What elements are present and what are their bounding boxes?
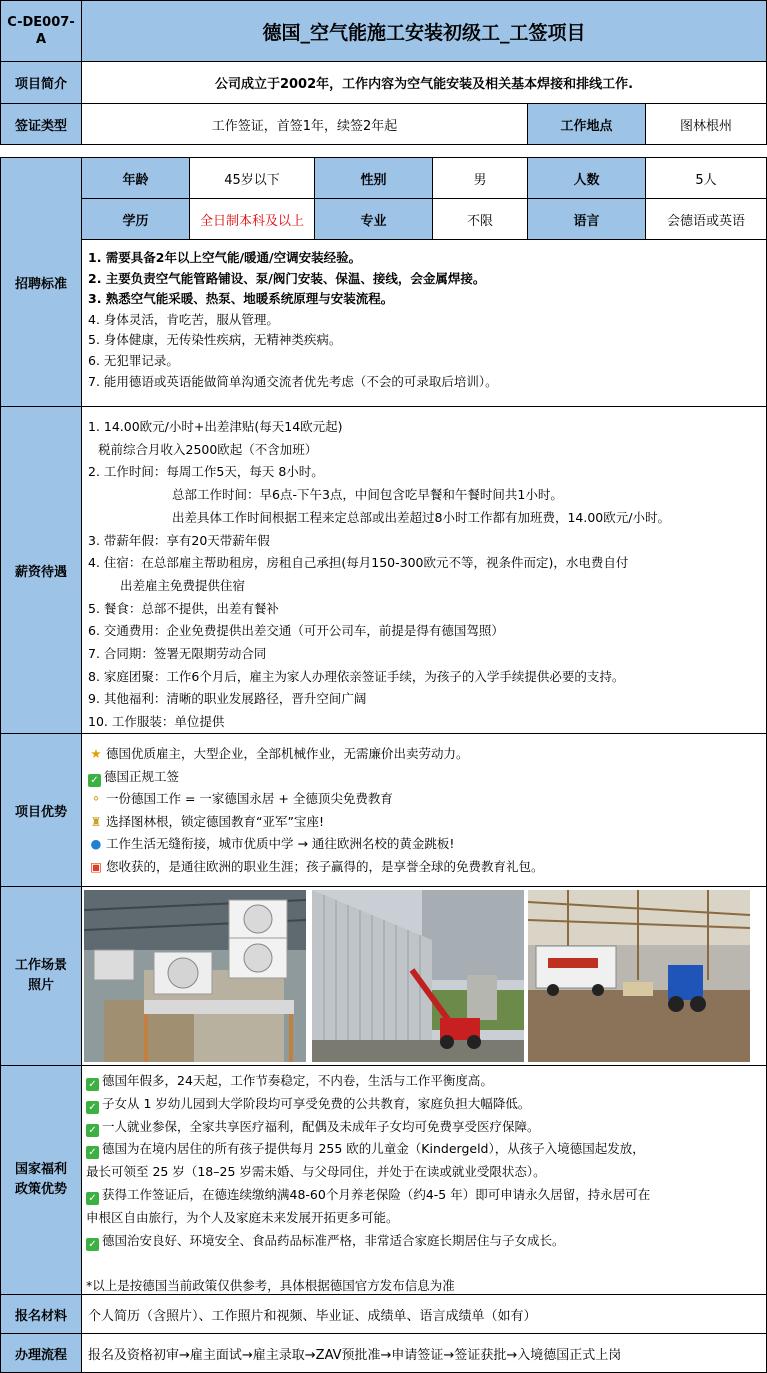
welfare-label-line2: 政策优势 (14, 1182, 67, 1197)
salary-label: 薪资待遇 (0, 406, 82, 734)
edu-value: 全日制本科及以上 (189, 198, 315, 240)
welfare-item: ✓ 德国年假多，24天起，工作节奏稳定，不内卷，生活与工作平衡度高。 (86, 1070, 760, 1093)
salary-item: 7. 合同期：签署无限期劳动合同 (88, 646, 267, 662)
visa-label: 签证类型 (0, 103, 82, 145)
work-photo-crane-image (312, 890, 524, 1062)
requirements-list (81, 239, 767, 407)
check-icon: ✓ (86, 1146, 99, 1159)
salary-item: 3. 带薪年假：享有20天带薪年假 (88, 532, 270, 548)
advantage-item: ♜ 选择图林根，锁定德国教育“亚军”宝座! (88, 811, 760, 834)
welfare-item: ✓ 一人就业参保，全家共享医疗福利，配偶及未成年子女均可免费享受医疗保障。 (86, 1116, 760, 1139)
welfare-item: ✓ 获得工作签证后，在德连续缴纳满48-60个月养老保险（约4-5 年）即可申请永久居留，持永居可在 (86, 1184, 760, 1207)
recruit-label: 招聘标准 (0, 157, 82, 407)
gender-label: 性别 (314, 157, 433, 199)
edu-label: 学历 (81, 198, 190, 240)
salary-item: 5. 餐食：总部不提供，出差有餐补 (88, 600, 279, 616)
check-icon: ✓ (86, 1192, 99, 1205)
welfare-label (0, 1065, 82, 1295)
requirement-item: 2. 主要负责空气能管路铺设、泵/阀门安装、保温、接线，会金属焊接。 (88, 270, 486, 286)
check-icon: ✓ (86, 1101, 99, 1114)
work-photo-indoor-units (84, 890, 306, 1062)
welfare-item: ✓ 德国治安良好、环境安全、食品药品标准严格，非常适合家庭长期居住与子女成长。 (86, 1230, 760, 1253)
major-label: 专业 (314, 198, 433, 240)
advantages-label: 项目优势 (0, 733, 82, 887)
process-text: 报名及资格初审→雇主面试→雇主录取→ZAV预批准→申请签证→签证获批→入境德国正式上岗 (81, 1333, 767, 1373)
process-label: 办理流程 (0, 1333, 82, 1373)
major-value: 不限 (432, 198, 528, 240)
welfare-label-line1: 国家福利 (14, 1162, 67, 1177)
photos-label (0, 886, 82, 1066)
requirement-item: 3. 熟悉空气能采暖、热泵、地暖系统原理与安装流程。 (88, 291, 394, 307)
salary-item: 9. 其他福利：清晰的职业发展路径，晋升空间广阔 (88, 691, 367, 707)
advantages-list (81, 733, 767, 887)
lang-label: 语言 (527, 198, 646, 240)
salary-item: 2. 工作时间：每周工作5天，每天 8小时。 (88, 464, 324, 480)
requirement-item: 1. 需要具备2年以上空气能/暖通/空调安装经验。 (88, 250, 362, 265)
welfare-item-continued: 最长可领至 25 岁（18–25 岁需未婚、与父母同住，并处于在读或就业受限状态）。 (86, 1164, 546, 1180)
requirement-item: 4. 身体灵活，肯吃苦，服从管理。 (88, 311, 279, 327)
globe-icon: ● (90, 836, 102, 851)
check-icon: ✓ (88, 774, 101, 787)
gift-icon: ▣ (90, 858, 102, 874)
age-value: 45岁以下 (189, 157, 315, 199)
page-title: 德国_空气能施工安装初级工_工签项目 (81, 0, 767, 62)
welfare-item: ✓ 德国为在境内居住的所有孩子提供每月 255 欧的儿童金（Kindergeld），从孩子入境德国起发放， (86, 1138, 760, 1161)
requirement-item: 7. 能用德语或英语能做简单沟通交流者优先考虑（不会的可录取后培训）。 (88, 373, 498, 389)
advantage-item: ✓ 德国正规工签 (88, 766, 760, 789)
count-label: 人数 (527, 157, 646, 199)
requirement-item: 6. 无犯罪记录。 (88, 352, 179, 368)
count-value: 5人 (645, 157, 767, 199)
visa-text: 工作签证，首签1年，续签2年起 (81, 103, 528, 145)
gender-value: 男 (432, 157, 528, 199)
advantage-item: ⚬ 一份德国工作 = 一家德国永居 + 全德顶尖免费教育 (88, 788, 760, 811)
salary-item: 税前综合月收入2500欧起（不含加班） (98, 441, 318, 457)
check-icon: ✓ (86, 1238, 99, 1251)
age-label: 年龄 (81, 157, 190, 199)
location-label: 工作地点 (527, 103, 646, 145)
salary-item: 6. 交通费用：企业免费提供出差交通（可开公司车，前提是得有德国驾照） (88, 623, 504, 639)
photos-label-line1: 工作场景 (14, 958, 67, 973)
project-code-line2: A (35, 32, 47, 47)
work-photo-truck-image (528, 890, 750, 1062)
requirement-item: 5. 身体健康，无传染性疾病，无精神类疾病。 (88, 332, 342, 348)
project-code (0, 0, 82, 62)
spacer (86, 1252, 760, 1275)
salary-item: 总部工作时间：早6点-下午3点，中间包含吃早餐和午餐时间共1小时。 (172, 487, 563, 503)
welfare-list (81, 1065, 767, 1295)
salary-item: 出差具体工作时间根据工程来定总部或出差超过8小时工作都有加班费，14.00欧元/小时。 (172, 509, 670, 525)
welfare-item-continued: 申根区自由旅行，为个人及家庭未来发展开拓更多可能。 (86, 1209, 399, 1225)
location-value: 图林根州 (645, 103, 767, 145)
salary-list (81, 406, 767, 734)
work-photo-crane (312, 890, 524, 1062)
salary-item: 10. 工作服装：单位提供 (88, 714, 225, 730)
advantage-item: ★ 德国优质雇主，大型企业，全部机械作业，无需廉价出卖劳动力。 (88, 743, 760, 766)
lang-value: 会德语或英语 (645, 198, 767, 240)
intro-text: 公司成立于2002年，工作内容为空气能安装及相关基本焊接和排线工作. (81, 61, 767, 104)
welfare-item: ✓ 子女从 1 岁幼儿园到大学阶段均可享受免费的公共教育，家庭负担大幅降低。 (86, 1093, 760, 1116)
work-photo-truck (528, 890, 750, 1062)
salary-item: 出差雇主免费提供住宿 (120, 577, 246, 593)
photos-label-line2: 照片 (27, 978, 54, 993)
salary-item: 1. 14.00欧元/小时+出差津贴(每天14欧元起) (88, 419, 343, 434)
salary-item: 4. 住宿：在总部雇主帮助租房，房租自己承担(每月150-300欧元不等，视条件而定)，水电费自付 (88, 555, 629, 571)
check-icon: ✓ (86, 1124, 99, 1137)
check-icon: ✓ (86, 1078, 99, 1091)
work-photo-indoor-units-image (84, 890, 306, 1062)
key-icon: ⚬ (90, 791, 102, 806)
project-code-line1: C-DE007- (7, 15, 75, 30)
materials-label: 报名材料 (0, 1294, 82, 1334)
advantage-item: ▣ 您收获的，是通往欧洲的职业生涯；孩子赢得的，是享誉全球的免费教育礼包。 (88, 856, 760, 879)
materials-text: 个人简历（含照片）、工作照片和视频、毕业证、成绩单、语言成绩单（如有） (81, 1294, 767, 1334)
trophy-icon: ♜ (90, 813, 102, 829)
intro-label: 项目简介 (0, 61, 82, 104)
medal-icon: ★ (90, 746, 102, 761)
welfare-disclaimer: *以上是按德国当前政策仅供参考，具体根据德国官方发布信息为准 (86, 1278, 455, 1294)
salary-item: 8. 家庭团聚：工作6个月后，雇主为家人办理依亲签证手续，为孩子的入学手续提供必要的支持。 (88, 668, 625, 684)
advantage-item: ● 工作生活无缝衔接，城市优质中学 → 通往欧洲名校的黄金跳板! (88, 833, 760, 856)
